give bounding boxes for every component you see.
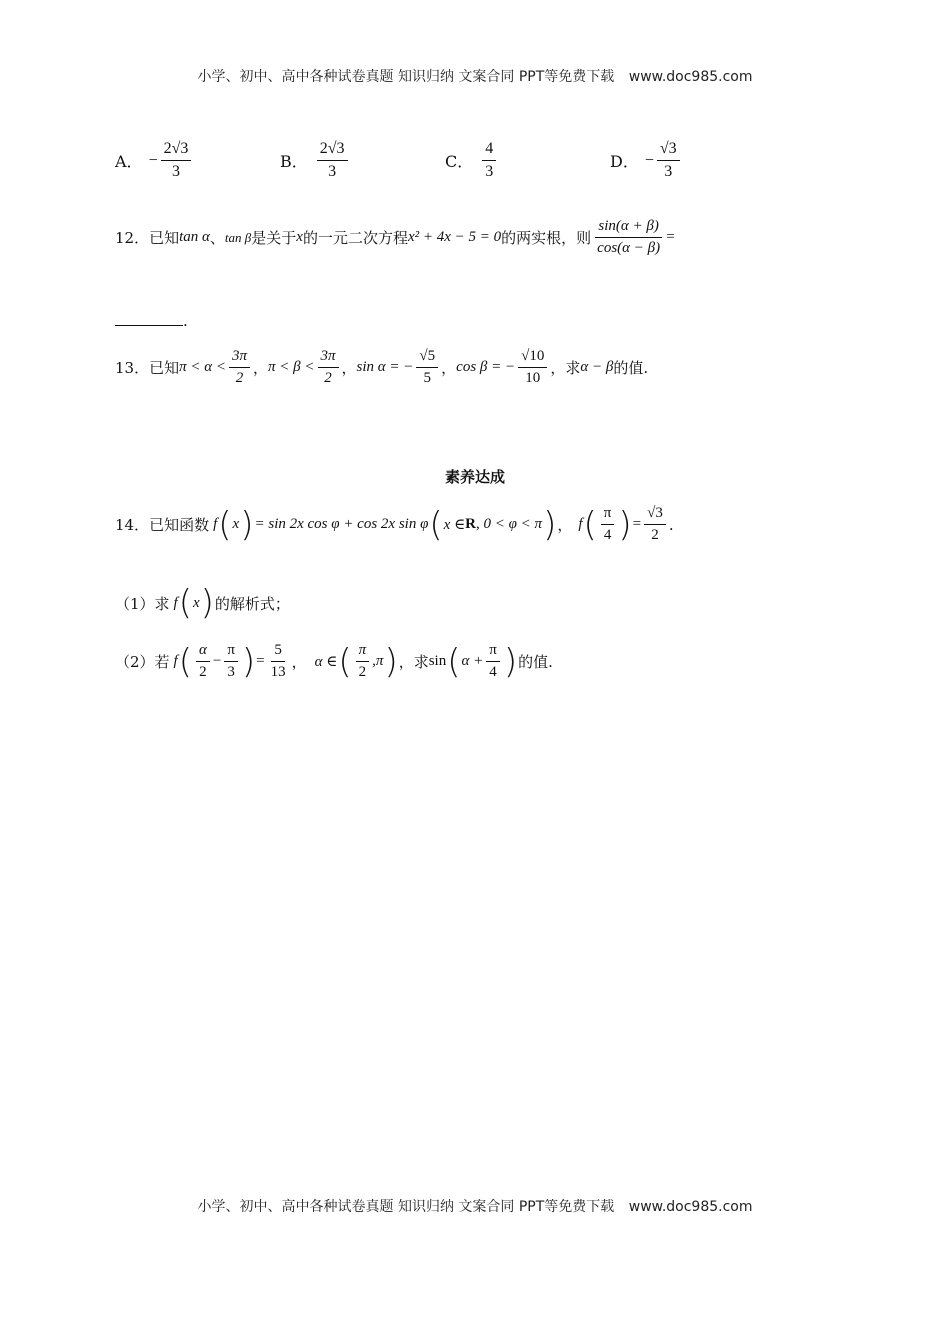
- option-c-num: 4: [482, 140, 496, 161]
- q13-frac-2-num: 3π: [318, 348, 339, 368]
- q13-frac-3-den: 5: [423, 370, 432, 387]
- q14-p1-func: f: [173, 594, 178, 611]
- q12-tan-alpha: tan α: [179, 229, 210, 246]
- option-a-sign: −: [148, 151, 158, 169]
- q14-definition: = sin 2x cos φ + cos 2x sin φ: [254, 516, 429, 533]
- q13-frac-1: [229, 348, 250, 388]
- option-c-fraction: [482, 140, 496, 182]
- q13-expression: α − β: [580, 359, 614, 376]
- q14-p2-frac-r: [268, 642, 289, 682]
- q12-text-4: 的两实根，则: [501, 229, 592, 248]
- q13-comma-1: ，: [253, 359, 269, 378]
- question-14-part-1: [115, 583, 890, 623]
- q14-p2-s-num: π: [486, 642, 500, 662]
- q12-answer-blank: [115, 312, 188, 330]
- option-c-label: C．: [445, 152, 474, 172]
- q12-equation: x² + 4x − 5 = 0: [407, 229, 502, 246]
- option-d-fraction: [657, 140, 680, 182]
- q14-comma: ，: [557, 516, 573, 535]
- q12-equals: =: [666, 229, 675, 246]
- left-paren-icon: (: [178, 641, 192, 682]
- q14-p2-frac-b: [224, 642, 238, 682]
- q14-p2-text-2: ，求: [398, 653, 429, 672]
- q14-p2-b-num: π: [224, 642, 238, 662]
- option-d-sign: −: [644, 151, 654, 169]
- q13-cond-4: cos β = −: [456, 359, 516, 376]
- option-d-num: √3: [657, 140, 680, 161]
- option-d-label: D．: [610, 152, 639, 172]
- q14-p2-text-3: 的值.: [518, 653, 553, 672]
- q14-cond-x: x ∈: [443, 517, 466, 534]
- q12-separator: 、: [209, 229, 225, 248]
- q14-p1-var: x: [192, 594, 200, 611]
- q14-p2-equals: =: [256, 653, 265, 670]
- q12-var-x: x: [296, 229, 303, 246]
- left-paren-icon: (: [218, 504, 232, 545]
- option-a-num: 2√3: [161, 140, 192, 161]
- q14-func-f: f: [213, 516, 218, 533]
- right-paren-icon: ): [543, 504, 557, 545]
- q14-value-num: √3: [644, 505, 666, 525]
- q12-text-3: 的一元二次方程: [302, 229, 408, 248]
- q12-frac-num: sin(α + β): [595, 218, 661, 238]
- q12-frac-den: cos(α − β): [597, 240, 661, 257]
- q13-frac-1-den: 2: [235, 370, 244, 387]
- q14-cond-reals: R: [465, 516, 477, 533]
- q12-tan-beta: tan β: [224, 229, 252, 245]
- left-paren-icon: (: [178, 583, 192, 623]
- option-c-den: 3: [485, 163, 494, 181]
- header-text: 小学、初中、高中各种试卷真题 知识归纳 文案合同 PPT等免费下载: [197, 69, 615, 85]
- q14-p1-text: 的解析式；: [214, 594, 290, 613]
- option-c: [445, 140, 499, 182]
- q14-p2-a-num: α: [196, 642, 210, 662]
- q13-cond-2: π < β <: [268, 359, 315, 376]
- q14-p2-b-den: 3: [227, 664, 235, 681]
- q14-p2-i-num: π: [356, 642, 370, 662]
- question-14-part-2: [115, 642, 890, 682]
- q14-func-f-2: f: [578, 516, 583, 533]
- q12-text-1: 已知: [149, 229, 180, 248]
- q13-frac-1-num: 3π: [229, 348, 250, 368]
- q13-frac-3-num: √5: [416, 348, 438, 368]
- q14-p2-s-den: 4: [489, 664, 497, 681]
- q14-p2-s-a: α +: [461, 653, 484, 670]
- question-13: [115, 348, 890, 388]
- q13-cond-1: π < α <: [179, 359, 226, 376]
- q12-fraction: [594, 218, 663, 258]
- q14-p2-func: f: [173, 653, 178, 670]
- q14-p2-alpha-in: α ∈: [314, 654, 338, 671]
- q14-equals: =: [632, 516, 642, 533]
- q13-comma-3: ，: [441, 359, 457, 378]
- left-paren-icon: (: [583, 504, 597, 545]
- right-paren-icon: ): [200, 583, 214, 623]
- q14-p2-i-rest: ,π: [372, 653, 384, 670]
- option-b-den: 3: [328, 163, 337, 181]
- q13-frac-3: [416, 348, 438, 388]
- left-paren-icon: (: [429, 504, 443, 545]
- q12-end: .: [183, 312, 188, 330]
- option-d: [610, 140, 683, 182]
- left-paren-icon: (: [338, 641, 352, 682]
- q14-value-den: 2: [651, 527, 659, 544]
- right-paren-icon: ): [503, 641, 518, 682]
- q14-value-fraction: [644, 505, 666, 545]
- option-b-label: B．: [280, 152, 308, 172]
- q14-p2-label: （2）若: [115, 653, 170, 672]
- q13-frac-2-den: 2: [324, 370, 332, 387]
- q13-frac-4-den: 10: [525, 370, 541, 387]
- q14-number: 14．: [115, 516, 150, 535]
- q14-p2-frac-a: [196, 642, 210, 682]
- option-b-num: 2√3: [317, 140, 348, 161]
- option-a-label: A．: [115, 152, 143, 172]
- footer-url: www.doc985.com: [628, 1199, 753, 1215]
- q14-p2-a-den: 2: [199, 664, 207, 681]
- q14-p2-r-num: 5: [271, 642, 285, 662]
- q12-number: 12．: [115, 229, 150, 248]
- q13-text-1: 已知: [149, 359, 180, 378]
- right-paren-icon: ): [241, 641, 256, 682]
- q13-frac-2: [318, 348, 339, 388]
- option-a: [115, 140, 194, 182]
- right-paren-icon: ): [240, 504, 254, 545]
- q14-arg-num: π: [601, 505, 615, 525]
- question-12: [115, 218, 890, 258]
- section-title: 素养达成: [444, 468, 505, 486]
- header-url: www.doc985.com: [628, 69, 753, 85]
- question-14: [115, 505, 890, 545]
- option-a-fraction: [161, 140, 192, 182]
- option-b-fraction: [317, 140, 348, 182]
- page-footer: [0, 1196, 950, 1216]
- q14-var-x: x: [232, 516, 240, 533]
- q13-frac-4-num: √10: [518, 348, 547, 368]
- left-paren-icon: (: [447, 641, 461, 682]
- option-a-den: 3: [171, 163, 180, 181]
- option-b: [280, 140, 351, 182]
- q12-blank-line: [115, 315, 183, 326]
- q14-p2-frac-i: [356, 642, 370, 682]
- q13-comma-2: ，: [341, 359, 357, 378]
- q14-p2-r-den: 13: [270, 664, 286, 681]
- q14-text-1: 已知函数: [149, 516, 210, 535]
- page-header: [0, 66, 950, 86]
- q14-cond-rest: , 0 < φ < π: [476, 516, 543, 533]
- q14-p2-comma: ，: [291, 653, 307, 672]
- q12-text-2: 是关于: [251, 229, 297, 248]
- footer-text: 小学、初中、高中各种试卷真题 知识归纳 文案合同 PPT等免费下载: [197, 1199, 615, 1215]
- q14-p2-minus: −: [212, 653, 222, 670]
- q14-p2-sin: sin: [428, 653, 447, 670]
- q13-text-2: ，求: [550, 359, 581, 378]
- q14-p2-i-den: 2: [358, 664, 367, 681]
- q13-frac-4: [518, 348, 547, 388]
- right-paren-icon: ): [618, 504, 632, 545]
- q14-end: .: [668, 515, 674, 534]
- q13-number: 13．: [115, 359, 150, 378]
- q14-arg-den: 4: [603, 527, 612, 544]
- q14-p1-label: （1）求: [115, 594, 170, 613]
- right-paren-icon: ): [384, 641, 398, 682]
- q14-arg-fraction: [601, 505, 615, 545]
- q13-text-3: 的值.: [613, 359, 649, 378]
- q13-cond-3: sin α = −: [356, 359, 414, 376]
- q14-p2-frac-s: [486, 642, 500, 682]
- option-d-den: 3: [664, 163, 673, 181]
